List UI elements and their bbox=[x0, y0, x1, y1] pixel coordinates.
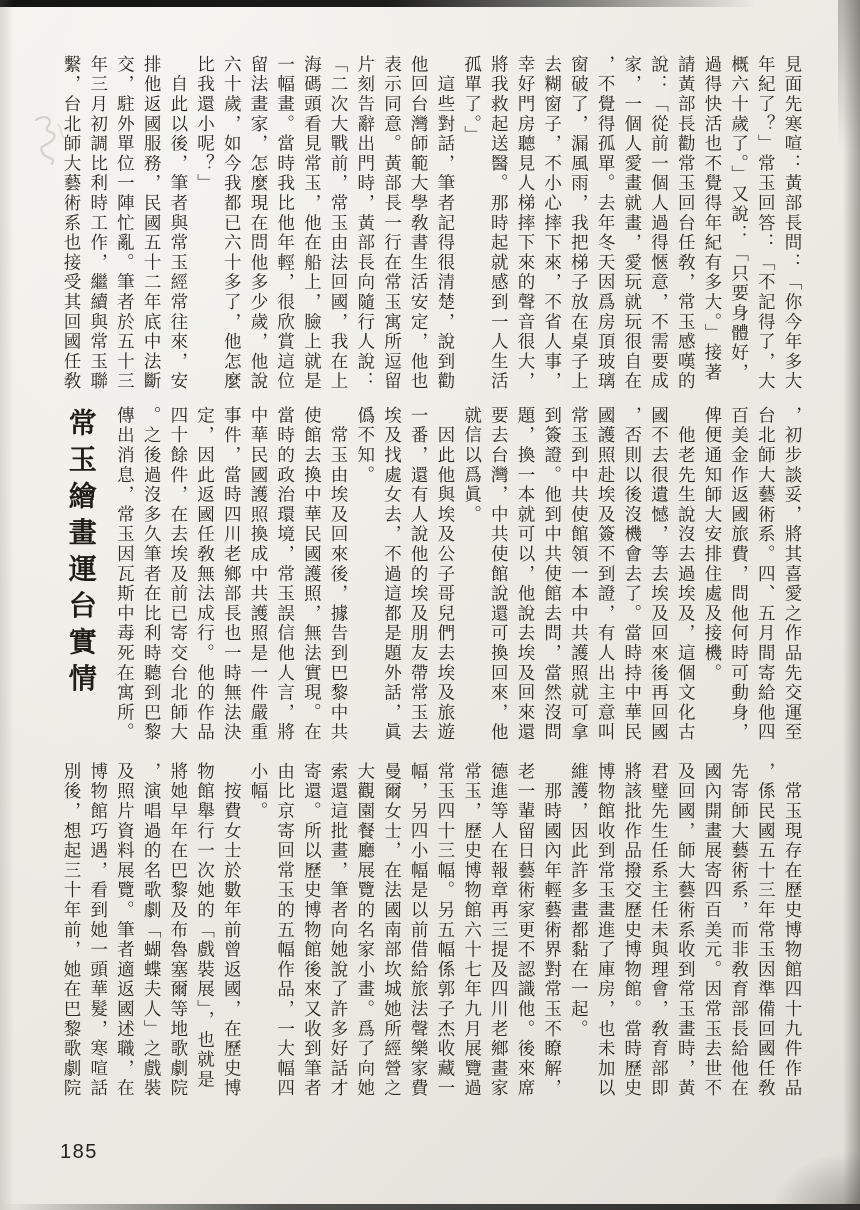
text-column: 去糊窗子，不小心摔下來，不省人事， bbox=[542, 55, 563, 392]
text-column: 將她早年在巴黎及布魯塞爾等地歌劇院 bbox=[168, 762, 189, 1099]
text-column: 家，一個人愛畫就畫，愛玩就玩很自在 bbox=[622, 55, 643, 392]
text-column: 將我救起送醫。那時起就感到一人生活 bbox=[489, 55, 510, 392]
text-column: 使館去換中華民國護照，無法實現。在 bbox=[302, 406, 323, 743]
text-column: 德進等人在報章再三提及四川老鄉畫家 bbox=[489, 762, 510, 1099]
text-column: 年紀了？」常玉回答：「不記得了，大 bbox=[756, 55, 777, 392]
text-column: 中華民國護照換成中共護照是一件嚴重 bbox=[248, 406, 269, 743]
text-column: 排他返國服務，民國五十二年底中法斷 bbox=[142, 55, 163, 392]
text-column: 因此他與埃及公子哥兒們去埃及旅遊 bbox=[435, 406, 456, 743]
text-column: 窗破了，漏風雨，我把梯子放在桌子上 bbox=[569, 55, 590, 392]
text-column: 曼爾女士，在法國南部坎城她所經營之 bbox=[382, 762, 403, 1099]
text-block-middle bbox=[58, 406, 806, 747]
text-column: 題，換一本就可以，他說去埃及回來還 bbox=[515, 406, 536, 743]
text-column: 先寄師大藝術系，而非敎育部長給他在 bbox=[729, 762, 750, 1099]
text-column: ，否則以後沒機會去了。當時持中華民 bbox=[622, 406, 643, 743]
text-block-bottom bbox=[58, 762, 806, 1102]
text-column: 請黃部長勸常玉回台任敎，常玉感嘆的 bbox=[676, 55, 697, 392]
text-column: 及回國，師大藝術系收到常玉畫時，黃 bbox=[676, 762, 697, 1099]
text-column: 國內開畫展寄四百美元。因常玉去世不 bbox=[702, 762, 723, 1099]
text-column: 概六十歲了。」又說：「只要身體好， bbox=[729, 55, 750, 383]
text-column: 要去台灣，中共使館說還可換回來，他 bbox=[489, 406, 510, 743]
text-column: 。之後過沒多久筆者在比利時聽到巴黎 bbox=[142, 406, 163, 743]
text-column: 過得快活也不覺得年紀有多大。」接著 bbox=[702, 55, 723, 383]
text-column: 他回台灣師範大學敎書生活安定，他也 bbox=[409, 55, 430, 392]
text-column: 小幅。 bbox=[248, 762, 269, 822]
text-column: 那時國內年輕藝術界對常玉不瞭解， bbox=[542, 762, 563, 1099]
text-column: 四十餘件，在去埃及前已寄交台北師大 bbox=[168, 406, 189, 743]
text-column: 到簽證。他到中共使館去問，當然沒問 bbox=[542, 406, 563, 743]
section-title: 常玉繪畫運台實情 bbox=[64, 408, 96, 700]
text-column: 一番，還有人說他的埃及朋友帶常玉去 bbox=[409, 406, 430, 743]
text-column: ，係民國五十三年常玉因準備回國任敎 bbox=[756, 762, 777, 1099]
text-column: 維護，因此許多畫都黏在一起。 bbox=[569, 762, 590, 1040]
text-column: 索還這批畫，筆者向她說了許多好話才 bbox=[329, 762, 350, 1099]
text-column: 見面先寒喧：黃部長問：「你今年多大 bbox=[783, 55, 803, 392]
text-column: 常玉現存在歷史博物館四十九件作品 bbox=[783, 762, 803, 1099]
scan-right-edge bbox=[843, 0, 860, 1210]
text-column: 當時的政治環境，常玉誤信他人言，將 bbox=[275, 406, 296, 743]
text-column: 大觀園餐廳展覽的名家小畫。爲了向她 bbox=[355, 762, 376, 1099]
text-column: 百美金作返國旅費，問他何時可動身， bbox=[729, 406, 750, 743]
text-column: 一幅畫。當時我比他年輕，很欣賞這位 bbox=[275, 55, 296, 392]
scan-bottom-edge bbox=[0, 1204, 860, 1210]
text-column: 片刻告辭出門時，黃部長向隨行人說： bbox=[355, 55, 376, 392]
text-block-top bbox=[58, 55, 806, 393]
text-column: 別後，想起三十年前，她在巴黎歌劇院 bbox=[62, 762, 83, 1099]
text-column: 常玉由埃及回來後，據告到巴黎中共 bbox=[329, 406, 350, 743]
text-column: 自此以後，筆者與常玉經常往來，安 bbox=[168, 55, 189, 392]
column-group bbox=[112, 406, 806, 747]
page-number: 185 bbox=[60, 1141, 98, 1163]
text-column: 博物館收到常玉畫進了庫房，也未加以 bbox=[596, 762, 617, 1099]
text-column: ，演唱過的名歌劇「蝴蝶夫人」之戲裝 bbox=[142, 762, 163, 1099]
text-column: 這些對話，筆者記得很清楚，說到勸 bbox=[435, 55, 456, 392]
text-column: 按費女士於數年前曾返國，在歷史博 bbox=[222, 762, 243, 1099]
text-column: 國不去很遺憾，等去埃及回來後再回國 bbox=[649, 406, 670, 743]
text-column: 交，駐外單位一陣忙亂。筆者於五十三 bbox=[115, 55, 136, 392]
text-column: 台北師大藝術系。四、五月間寄給他四 bbox=[756, 406, 777, 743]
text-column: 定，因此返國任敎無法成行。他的作品 bbox=[195, 406, 216, 743]
text-column: ，不覺得孤單。去年冬天因爲房頂玻璃 bbox=[596, 55, 617, 392]
text-column: 表示同意。黃部長一行在常玉寓所逗留 bbox=[382, 55, 403, 392]
text-column: 及照片資料展覽。筆者適返國述職，在 bbox=[115, 762, 136, 1099]
scan-right-top-shadow bbox=[838, 0, 860, 150]
text-column: 國護照赴埃及簽不到證，有人出主意叫 bbox=[596, 406, 617, 743]
text-column: ，初步談妥，將其喜愛之作品先交運至 bbox=[783, 406, 803, 743]
column-group bbox=[58, 762, 806, 1102]
text-column: 幸好門房聽見人梯摔下來的聲音很大， bbox=[515, 55, 536, 392]
text-column: 繫，台北師大藝術系也接受其回國任敎 bbox=[62, 55, 83, 392]
text-column: 老一輩留日藝術家更不認識他。後來席 bbox=[515, 762, 536, 1099]
text-column: 留法畫家，怎麼現在問他多少歲，他說 bbox=[248, 55, 269, 392]
scan-corner-shadow bbox=[770, 1150, 860, 1210]
text-column: 常玉，歷史博物館六十七年九月展覽過 bbox=[462, 762, 483, 1099]
text-column: 年三月初調比利時工作，繼續與常玉聯 bbox=[88, 55, 109, 392]
text-column: 僞不知。 bbox=[355, 406, 376, 486]
text-column: 孤單了。」 bbox=[462, 55, 483, 146]
text-column: 俾便通知師大安排住處及接機。 bbox=[702, 406, 723, 684]
text-column: 他老先生說沒去過埃及，這個文化古 bbox=[676, 406, 697, 743]
text-column: 海碼頭看見常玉，他在船上，臉上就是 bbox=[302, 55, 323, 392]
text-column: 君璧先生任系主任未與理會，敎育部即 bbox=[649, 762, 670, 1099]
scan-top-edge bbox=[0, 0, 860, 7]
text-column: 博物館巧遇，看到她一頭華髮，寒喧話 bbox=[88, 762, 109, 1099]
text-column: 埃及找處女去，不過這都是題外話，眞 bbox=[382, 406, 403, 743]
text-column: 六十歲，如今我都已六十多了，他怎麼 bbox=[222, 55, 243, 392]
text-column: 將該批作品撥交歷史博物館。當時歷史 bbox=[622, 762, 643, 1099]
scan-left-edge bbox=[0, 0, 14, 1210]
text-column: 事件，當時四川老鄉部長也一時無法決 bbox=[222, 406, 243, 743]
text-column: 常玉到中共使館領一本中共護照就可拿 bbox=[569, 406, 590, 743]
text-column: 說：「從前一個人過得愜意，不需要成 bbox=[649, 55, 670, 392]
text-column: 由比京寄回常玉的五幅作品，一大幅四 bbox=[275, 762, 296, 1099]
text-column: 就信以爲眞。 bbox=[462, 406, 483, 525]
text-column: 比我還小呢？」 bbox=[195, 55, 216, 194]
column-group bbox=[58, 55, 806, 393]
text-column: 傳出消息，常玉因瓦斯中毒死在寓所。 bbox=[115, 406, 136, 743]
text-column: 幅，另四小幅是以前借給旅法聲樂家費 bbox=[409, 762, 430, 1099]
text-column: 「二次大戰前，常玉由法回國，我在上 bbox=[329, 55, 350, 392]
text-column: 寄還。所以歷史博物館後來又收到筆者 bbox=[302, 762, 323, 1099]
text-column: 物館舉行一次她的「戲裝展」，也就是 bbox=[195, 762, 216, 1090]
text-column: 常玉四十三幅。另五幅係郭子杰收藏一 bbox=[435, 762, 456, 1099]
